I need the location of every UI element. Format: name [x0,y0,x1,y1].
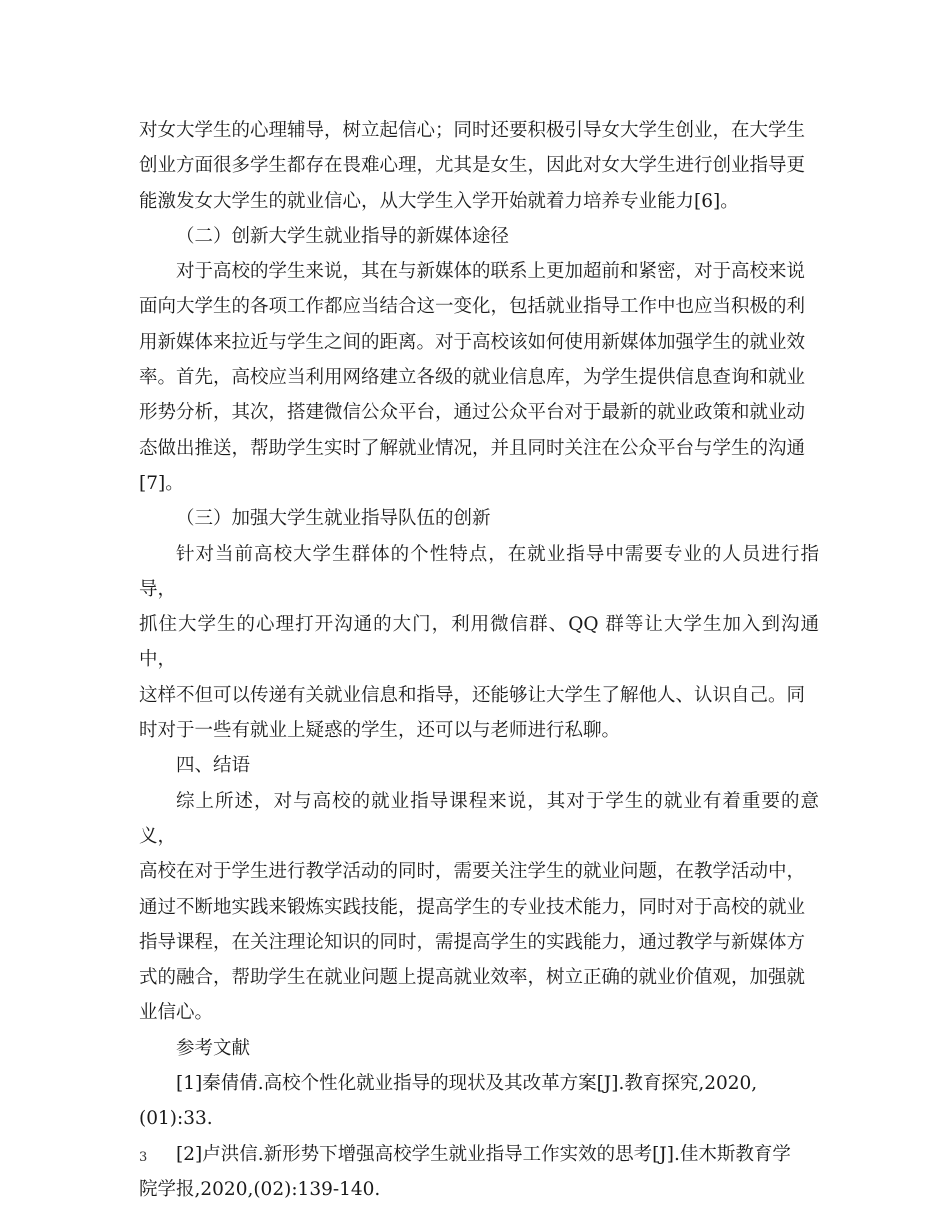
paragraph-line: 式的融合，帮助学生在就业问题上提高就业效率，树立正确的就业价值观，加强就 [139,967,806,989]
paragraph-line: 率。首先，高校应当利用网络建立各级的就业信息库，为学生提供信息查询和就业 [139,367,806,389]
paragraph-line: [7]。 [139,472,184,494]
paragraph-line: 通过不断地实践来锻炼实践技能，提高学生的专业技术能力，同时对于高校的就业 [139,896,806,918]
page-number: 3 [139,1150,148,1165]
paragraph-line: 能激发女大学生的就业信心，从大学生入学开始就着力培养专业能力[6]。 [139,190,739,212]
paragraph-line: 用新媒体来拉近与学生之间的距离。对于高校该如何使用新媒体加强学生的就业效 [139,331,806,353]
paragraph-line: 形势分析，其次，搭建微信公众平台，通过公众平台对于最新的就业政策和就业动 [139,402,806,424]
paragraph-line: 业信心。 [139,1002,214,1024]
section-heading: 四、结语 [176,755,251,777]
reference-line: 院学报,2020,(02):139-140. [139,1178,381,1200]
paragraph-line: 指导课程，在关注理论知识的同时，需提高学生的实践能力，通过教学与新媒体方 [139,931,806,953]
section-heading: （二）创新大学生就业指导的新媒体途径 [176,225,510,247]
paragraph-line: 时对于一些有就业上疑惑的学生，还可以与老师进行私聊。 [139,720,621,742]
paragraph-line: 这样不但可以传递有关就业信息和指导，还能够让大学生了解他人、认识自己。同 [139,684,806,706]
reference-line: [1]秦倩倩.高校个性化就业指导的现状及其改革方案[J].教育探究,2020, [176,1073,758,1095]
section-heading: （三）加强大学生就业指导队伍的创新 [176,508,491,530]
paragraph-line: 创业方面很多学生都存在畏难心理，尤其是女生，因此对女大学生进行创业指导更 [139,155,806,177]
paragraph-line: 高校在对于学生进行教学活动的同时，需要关注学生的就业问题，在教学活动中， [139,861,806,883]
document-body [139,113,819,1207]
reference-line: (01):33. [139,1108,213,1130]
reference-line: [2]卢洪信.新形势下增强高校学生就业指导工作实效的思考[J].佳木斯教育学 [176,1143,791,1165]
paragraph-line: 针对当前高校大学生群体的个性特点，在就业指导中需要专业的人员进行指导， [139,543,819,600]
paragraph-line: 对于高校的学生来说，其在与新媒体的联系上更加超前和紧密，对于高校来说 [176,261,806,283]
paragraph-line: 综上所述，对与高校的就业指导课程来说，其对于学生的就业有着重要的意义， [139,790,819,847]
paragraph-line: 抓住大学生的心理打开沟通的大门，利用微信群、QQ 群等让大学生加入到沟通中， [139,614,819,671]
paragraph-line: 面向大学生的各项工作都应当结合这一变化，包括就业指导工作中也应当积极的利 [139,296,806,318]
references-heading: 参考文献 [176,1037,251,1059]
paragraph-line: 态做出推送，帮助学生实时了解就业情况，并且同时关注在公众平台与学生的沟通 [139,437,806,459]
paragraph-line: 对女大学生的心理辅导，树立起信心；同时还要积极引导女大学生创业，在大学生 [139,120,806,141]
